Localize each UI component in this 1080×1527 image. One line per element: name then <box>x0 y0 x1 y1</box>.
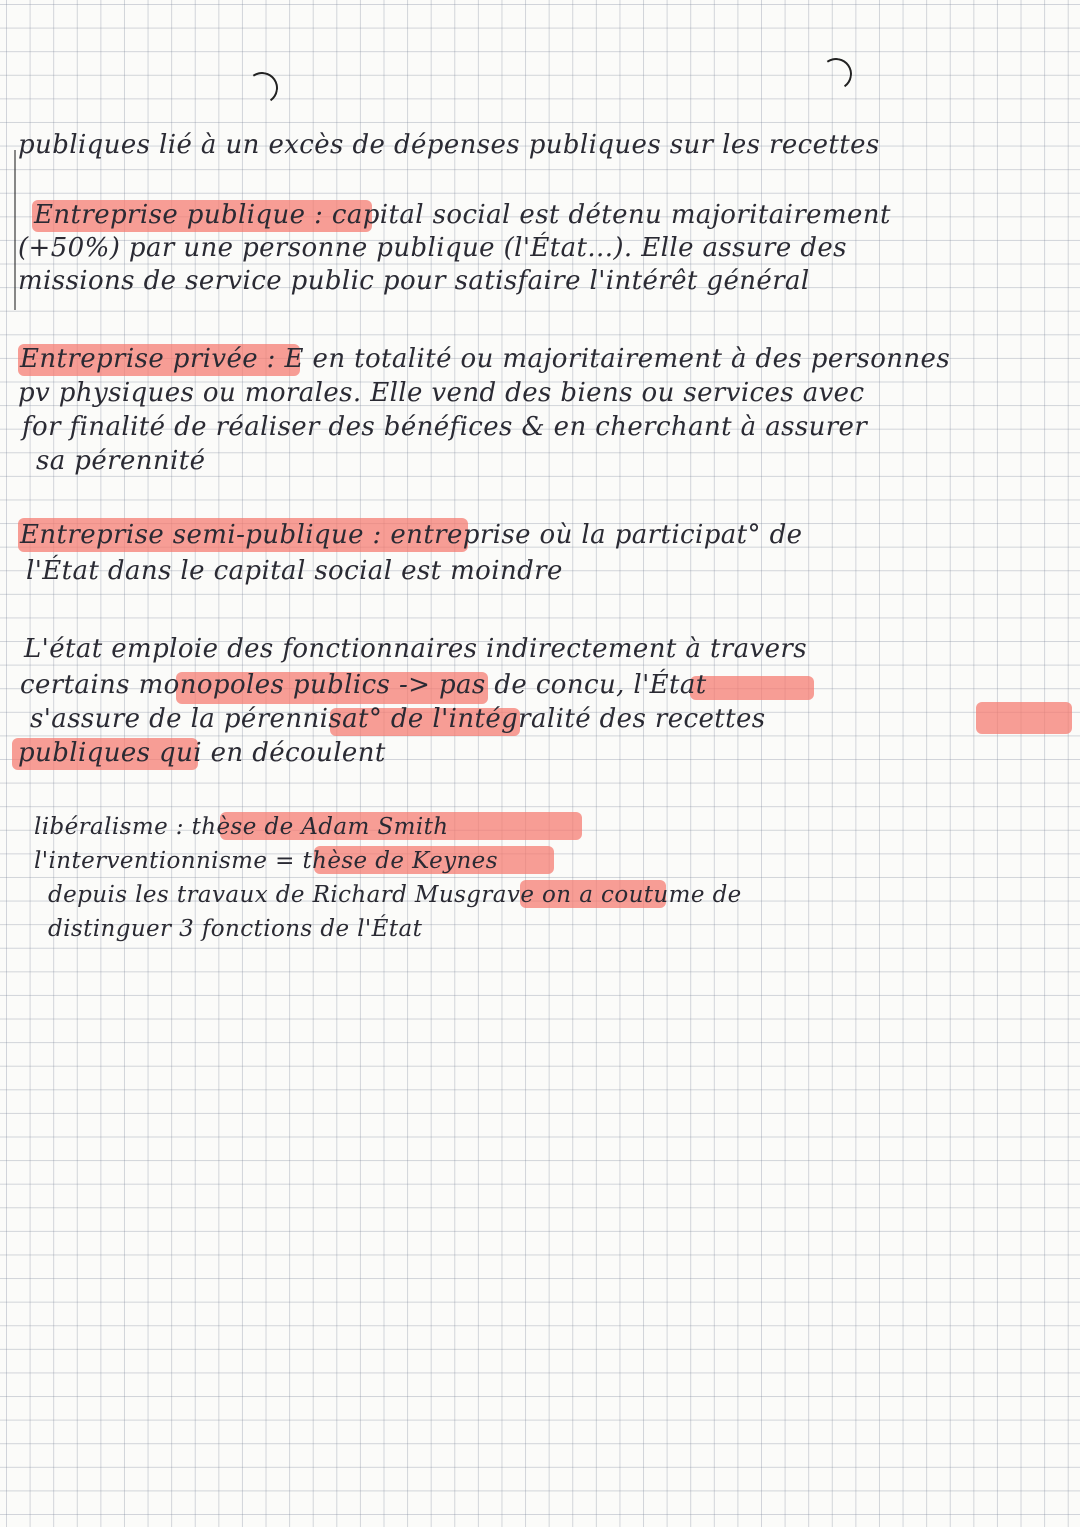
state-employment-line-3: s'assure de la pérennisat° de l'intégralité des recettes <box>30 704 766 734</box>
margin-rule <box>14 150 16 310</box>
theories-line-4: distinguer 3 fonctions de l'État <box>48 916 423 942</box>
semi-public-enterprise-line-2: l'État dans le capital social est moindre <box>26 556 563 586</box>
private-enterprise-line-1: Entreprise privée : E en totalité ou majoritairement à des personnes <box>20 344 951 374</box>
highlight-recettes <box>976 702 1072 734</box>
state-employment-line-2: certains monopoles publics -> pas de concu, l'État <box>20 670 707 700</box>
theories-line-3: depuis les travaux de Richard Musgrave on a coutume de <box>48 882 742 908</box>
private-enterprise-line-2: pv physiques ou morales. Elle vend des biens ou services avec <box>18 378 865 408</box>
private-enterprise-line-4: sa pérennité <box>36 446 206 476</box>
punch-hole-right-icon <box>817 55 854 92</box>
intro-line: publiques lié à un excès de dépenses publiques sur les recettes <box>18 130 880 160</box>
private-enterprise-line-3: for finalité de réaliser des bénéfices & en cherchant à assurer <box>22 412 868 442</box>
highlight-concu <box>690 676 814 700</box>
punch-hole-left-icon <box>243 69 280 106</box>
theories-line-1: libéralisme : thèse de Adam Smith <box>34 814 449 840</box>
semi-public-enterprise-line-1: Entreprise semi-publique : entreprise où la participat° de <box>20 520 803 550</box>
state-employment-line-1: L'état emploie des fonctionnaires indirectement à travers <box>24 634 807 664</box>
state-employment-line-4: publiques qui en découlent <box>18 738 386 768</box>
theories-line-2: l'interventionnisme = thèse de Keynes <box>34 848 498 874</box>
public-enterprise-line-2: (+50%) par une personne publique (l'État...). Elle assure des <box>18 233 847 263</box>
public-enterprise-line-3: missions de service public pour satisfaire l'intérêt général <box>18 266 810 296</box>
public-enterprise-line-1: Entreprise publique : capital social est détenu majoritairement <box>34 200 891 230</box>
